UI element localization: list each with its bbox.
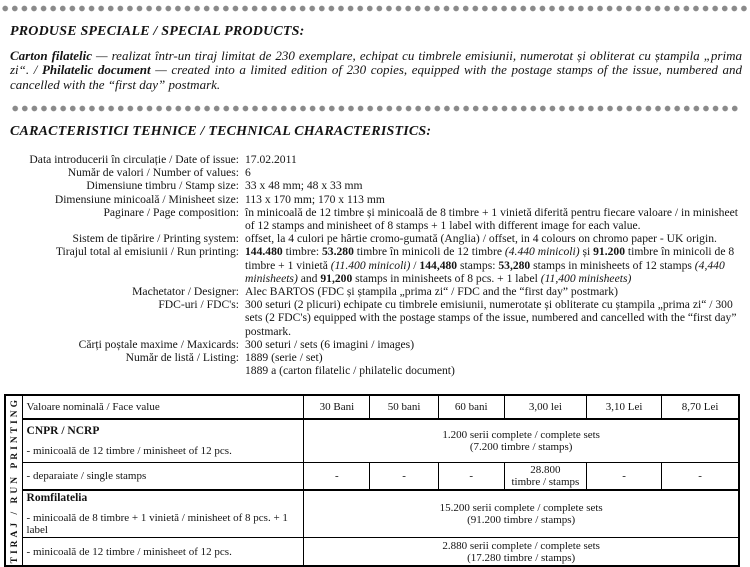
table-row-cnpr-minisheet12 [5, 419, 739, 462]
table-row-single-stamps [5, 462, 739, 490]
value-cell: - [662, 462, 739, 490]
row-description-cell: - deparaiate / single stamps [22, 462, 304, 490]
merged-total-cell [304, 490, 739, 538]
spec-value-run-printing [245, 245, 742, 285]
table-row-romfilatelia-minisheet8 [5, 490, 739, 538]
listing-line-document: 1889 a (carton filatelic / philatelic document) [245, 364, 455, 378]
quantity-number: 28.800 [530, 463, 561, 476]
spec-value-number-of-values: 6 [245, 166, 251, 180]
denomination-header: 50 bani [370, 395, 438, 418]
denomination-header: 60 bani [438, 395, 504, 418]
spec-value-fdc: 300 seturi (2 plicuri) echipate cu timbrele emisiunii, numerotate și obliterate cu ștampila „prima zi“ / 300 sets (2 FDC's) equipped with the postage stamps of the issue, numbered and cancelled with the “first day” postmark. [245, 298, 737, 338]
run-printing-segment: and [297, 271, 321, 285]
run-printing-segment: stamps in minisheets of 12 stamps [530, 258, 695, 272]
spec-value-minisheet-size: 113 x 170 mm; 170 x 113 mm [245, 192, 385, 206]
denomination-header: 8,70 Lei [662, 395, 739, 418]
row-description: - minicoală de 8 timbre + 1 vinietă / minisheet of 8 pcs. + 1 label [26, 512, 288, 537]
run-printing-segment: timbre: [282, 245, 322, 259]
spec-value-listing [245, 351, 742, 377]
paragraph-term-ro: Carton filatelic [10, 48, 93, 63]
spec-value-date-of-issue: 17.02.2011 [245, 152, 297, 166]
spec-label-run-printing: Tirajul total al emisiunii / Run printing: [55, 245, 239, 259]
merged-total-line1: 15.200 serii complete / complete sets [439, 502, 603, 515]
value-cell: - [304, 462, 370, 490]
special-products-paragraph [10, 49, 742, 92]
run-printing-segment: 144,480 [419, 258, 458, 272]
spec-label-number-of-values: Număr de valori / Number of values: [67, 166, 239, 180]
run-printing-segment: (4.440 minicoli) [504, 245, 580, 259]
value-cell: - [438, 462, 504, 490]
spec-label-printing-system: Sistem de tipărire / Printing system: [72, 232, 239, 246]
row-description-cell: - minicoală de 12 timbre / minisheet of 12 pcs. [22, 538, 304, 566]
merged-total-line2: (17.280 timbre / stamps) [467, 551, 576, 564]
print-run-table-wrapper [4, 394, 742, 566]
merged-total-line2: (7.200 timbre / stamps) [469, 440, 573, 453]
paragraph-text-en: — created into a limited edition of 230 copies, equipped with the postage stamps of the issue, numbered and cancelled with the “first day” postmark. [10, 62, 742, 92]
value-cell [504, 462, 586, 490]
spec-label-listing: Număr de listă / Listing: [125, 350, 239, 364]
run-printing-segment: timbre în minicoli de 12 timbre [353, 245, 505, 259]
spec-label-date-of-issue: Data introducerii în circulație / Date of issue: [29, 152, 239, 166]
merged-total-cell [304, 538, 739, 566]
table-side-label-cell [5, 395, 22, 565]
page-content [0, 24, 750, 567]
run-printing-segment: 53,280 [498, 258, 531, 272]
table-row-romfilatelia-minisheet12 [5, 538, 739, 566]
spec-label-designer: Machetator / Designer: [132, 284, 239, 298]
table-header-row [5, 395, 739, 418]
paragraph-term-en: Philatelic document [41, 62, 151, 78]
merged-total-line2: (91.200 timbre / stamps) [467, 514, 576, 527]
spec-value-stamp-size: 33 x 48 mm; 48 x 33 mm [245, 179, 363, 193]
merged-total-line1: 2.880 serii complete / complete sets [442, 539, 600, 552]
run-printing-segment: 144.480 [245, 245, 283, 259]
catalog-page [0, 5, 750, 564]
denomination-header: 30 Bani [304, 395, 370, 418]
run-printing-segment: (4,440 minisheets) [245, 258, 725, 285]
table-side-label: TIRAJ / RUN PRINTING [10, 397, 20, 564]
run-printing-segment: și [579, 245, 594, 259]
spec-value-printing-system: offset, la 4 culori pe hârtie cromo-gumată (Anglia) / offset, in 4 colours on chromo paper - UK origin. [245, 232, 717, 246]
merged-total-line1: 1.200 serii complete / complete sets [442, 428, 600, 441]
quantity-unit: timbre / stamps [511, 475, 580, 488]
run-printing-segment: 53.280 [321, 245, 354, 259]
run-printing-segment: 91,200 [320, 271, 353, 285]
technical-specs-list [10, 153, 742, 377]
spec-value-maxicards: 300 seturi / sets (6 imagini / images) [245, 337, 415, 351]
run-printing-segment: timbre în minicoli de 8 timbre + 1 vinietă [245, 245, 735, 272]
dotted-separator-top [2, 5, 748, 12]
spec-label-maxicards: Cărți poștale maxime / Maxicards: [78, 337, 239, 351]
row-description: - minicoală de 12 timbre / minisheet of 12 pcs. [26, 444, 232, 457]
listing-line-set: 1889 (serie / set) [245, 350, 323, 364]
run-printing-segment: (11.400 minicoli) [330, 258, 411, 272]
row-description-cell [22, 419, 304, 462]
row-description-cell [22, 490, 304, 538]
merged-total-cell [304, 419, 739, 462]
spec-label-stamp-size: Dimensiune timbru / Stamp size: [86, 179, 239, 193]
denomination-header: 3,00 lei [504, 395, 586, 418]
dotted-separator-middle [12, 105, 740, 112]
run-printing-segment: 91.200 [593, 245, 626, 259]
group-title-romfilatelia: Romfilatelia [26, 492, 88, 505]
run-printing-segment: stamps: [457, 258, 499, 272]
section-title-technical-characteristics: CARACTERISTICI TEHNICE / TECHNICAL CHARACTERISTICS: [10, 123, 432, 139]
spec-value-page-composition: în minicoală de 12 timbre și minicoală de 8 timbre + 1 vinietă diferită pentru fiecare valoare / in minisheet of 12 stamps and minisheet of 8 stamps + 1 label with different image for each value. [245, 205, 738, 232]
run-printing-segment: (11,400 minisheets) [540, 271, 632, 285]
value-cell: - [587, 462, 662, 490]
print-run-table [4, 394, 740, 566]
run-printing-segment: stamps in minisheets of 8 pcs. + 1 label [352, 271, 541, 285]
denomination-header: 3,10 Lei [587, 395, 662, 418]
spec-label-fdc: FDC-uri / FDC's: [158, 298, 239, 312]
group-title-cnpr: CNPR / NCRP [26, 424, 100, 437]
spec-value-designer: Alec BARTOS (FDC și ștampila „prima zi“ / FDC and the “first day” postmark) [245, 284, 618, 298]
run-printing-segment: / [410, 258, 420, 272]
spec-label-page-composition: Paginare / Page composition: [103, 205, 239, 219]
spec-label-minisheet-size: Dimensiune minicoală / Minisheet size: [54, 192, 239, 206]
value-cell: - [370, 462, 438, 490]
face-value-header: Valoare nominală / Face value [22, 395, 304, 418]
paragraph-text-ro: — realizat într-un tiraj limitat de 230 exemplare, echipat cu timbrele emisiunii, numerotat și obliterat cu ștampila „prima zi“. / [10, 48, 742, 78]
section-title-special-products: PRODUSE SPECIALE / SPECIAL PRODUCTS: [10, 24, 305, 39]
